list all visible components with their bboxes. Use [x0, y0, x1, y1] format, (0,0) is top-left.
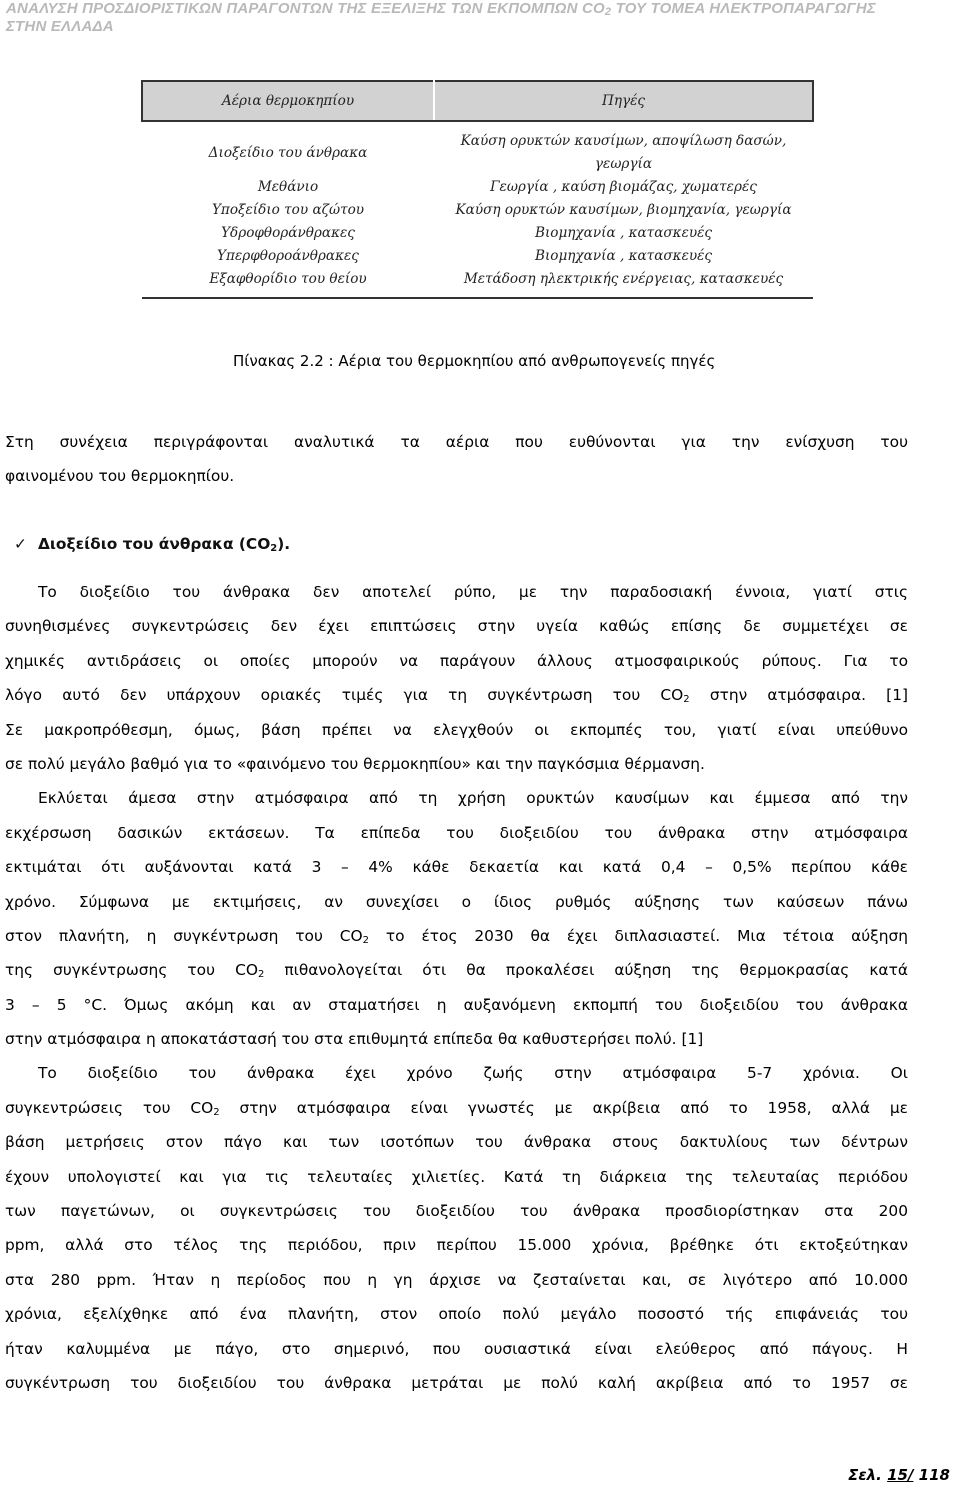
column-header-sources: Πηγές: [434, 81, 813, 121]
table-header-row: [142, 81, 813, 121]
column-header-gases: Αέρια θερμοκηπίου: [142, 81, 434, 121]
source-cell: Μετάδοση ηλεκτρικής ενέργειας, κατασκευές: [434, 268, 813, 298]
gas-cell: Εξαφθορίδιο του θείου: [142, 268, 434, 298]
page-number: Σελ. 15/ 118: [848, 1466, 950, 1484]
source-cell: Γεωργία , καύση βιομάζας, χωματερές: [490, 179, 757, 195]
source-cell: Βιομηχανία , κατασκευές: [534, 225, 713, 241]
gas-cell: Υποξείδιο του αζώτου: [211, 202, 365, 218]
body-text: Το διοξείδιο του άνθρακα δεν αποτελεί ρύπο, με την παραδοσιακή έννοια, γιατί στις συνηθισμένες συγκεντρώσεις δεν έχει επιπτώσεις στην υγεία καθώς επίσης δε συμμετέχει σε χημικές αντιδράσεις οι οποίες μπορούν να παράγουν άλλους ατμοσφαιρικούς ρύπους. Για το λόγο αυτό δεν υπάρχουν οριακές τιμές για τη συγκέντρωση του $CO_2$ στην ατμόσφαιρα. [1] Σε μακροπρόθεσμη, όμως, βάση πρέπει να ελεγχθούν οι εκπομπές του, γιατί είναι υπεύθυνο σε πολύ μεγάλο βαθμό για το «φαινόμενο του θερμοκηπίου» και την παγκόσμια θέρμανση. Εκλύεται άμεσα στην ατμόσφαιρα από τη χρήση ορυκτών καυσίμων και έμμεσα από την εκχέρσωση δασικών εκτάσεων. Τα επίπεδα του διοξειδίου του άνθρακα στην ατμόσφαιρα εκτιμάται ότι αυξάνονται κατά 3 – 4% κάθε δεκαετία και κατά 0,4 – 0,5% περίπου κάθε χρόνο. Σύμφωνα με εκτιμήσεις, αν συνεχίσει ο ίδιος ρυθμός αύξησης των καύσεων πάνω στον πλανήτη, η συγκέντρωση του $CO_2$ το έτος 2030 θα έχει διπλασιαστεί. Μια τέτοια αύξηση της συγκέντρωσης του $CO_2$ πιθανολογείται ότι θα προκαλέσει αύξηση της θερμοκρασίας κατά 3 – 5 °C. Όμως ακόμη και αν σταματήσει η αυξανόμενη εκπομπή του διοξειδίου του άνθρακα στην ατμόσφαιρα η αποκατάστασή του στα επιθυμητά επίπεδα θα καθυστερήσει πολύ. [1] Το διοξείδιο του άνθρακα έχει χρόνο ζωής στην ατμόσφαιρα 5-7 χρόνια. Οι συγκεντρώσεις του $CO_2$ στην ατμόσφαιρα είναι γνωστές με ακρίβεια από το 1958, αλλά με βάση μετρήσεις στον πάγο και των ισοτόπων του άνθρακα στους δακτυλίους των δέντρων έχουν υπολογιστεί και για τις τελευταίες χιλιετίες. Κατά τη διάρκεια της τελευταίας περιόδου των παγετώνων, οι συγκεντρώσεις του διοξειδίου του άνθρακα προσδιορίστηκαν στα 200 ppm, αλλά στο τέλος της περιόδου, πριν περίπου 15.000 χρόνια, βρέθηκε ότι εκτοξεύτηκαν στα 280 ppm. Ήταν η περίοδος που η γη άρχισε να ζεσταίνεται και, σε λιγότερο από 10.000 χρόνια, εξελίχθηκε από ένα πλανήτη, στον οποίο πολύ μεγάλο ποσοστό τής επιφάνειάς του ήταν καλυμμένα με πάγο, στο σημερινό, που ουσιαστικά είναι ελεύθερος από πάγους. Η συγκέντρωση του διοξειδίου του άνθρακα μετράται με πολύ καλή ακρίβεια από το 1957 σε: [5, 583, 908, 1392]
gas-cell: Διοξείδιο του άνθρακα: [208, 144, 368, 161]
source-cell: Καύση ορυκτών καυσίμων, βιομηχανία, γεωργία: [455, 202, 792, 218]
table-row: [142, 222, 813, 245]
table-caption: Πίνακας 2.2 : Αέρια του θερμοκηπίου από ανθρωπογενείς πηγές: [233, 352, 716, 370]
table-row: [142, 176, 813, 199]
header-line-2: ΣΤΗΝ ΕΛΛΑΔΑ: [6, 18, 114, 35]
table-row: [142, 121, 813, 176]
running-header: [6, 0, 946, 36]
table-row: [142, 199, 813, 222]
table-row: [142, 245, 813, 268]
gas-cell: Υδροφθοράνθρακες: [221, 225, 355, 241]
source-cell: Καύση ορυκτών καυσίμων, αποψίλωση δασών, γεωργία: [460, 133, 787, 172]
intro-paragraph: Στη συνέχεια περιγράφονται αναλυτικά τα αέρια που ευθύνονται για την ενίσχυση του φαινομένου του θερμοκηπίου.: [5, 433, 908, 486]
greenhouse-gases-table: [141, 80, 814, 299]
header-line-1: ΑΝΑΛΥΣΗ ΠΡΟΣΔΙΟΡΙΣΤΙΚΩΝ ΠΑΡΑΓΟΝΤΩΝ ΤΗΣ ΕΞΕΛΙΞΗΣ ΤΩΝ ΕΚΠΟΜΠΩΝ $CO_2$ ΤΟΥ ΤΟΜΕΑ ΗΛΕΚΤΡΟΠΑΡΑΓΩΓΗΣ: [6, 0, 876, 18]
gas-cell: Υπερφθοροάνθρακες: [217, 248, 359, 264]
source-cell: Βιομηχανία , κατασκευές: [534, 248, 713, 264]
check-bullet-icon: ✓: [14, 535, 27, 553]
gas-cell: Μεθάνιο: [257, 179, 319, 195]
section-heading-co2: ✓ Διοξείδιο του άνθρακα $(CO_2)$.: [14, 535, 291, 554]
table-row: [142, 268, 813, 298]
